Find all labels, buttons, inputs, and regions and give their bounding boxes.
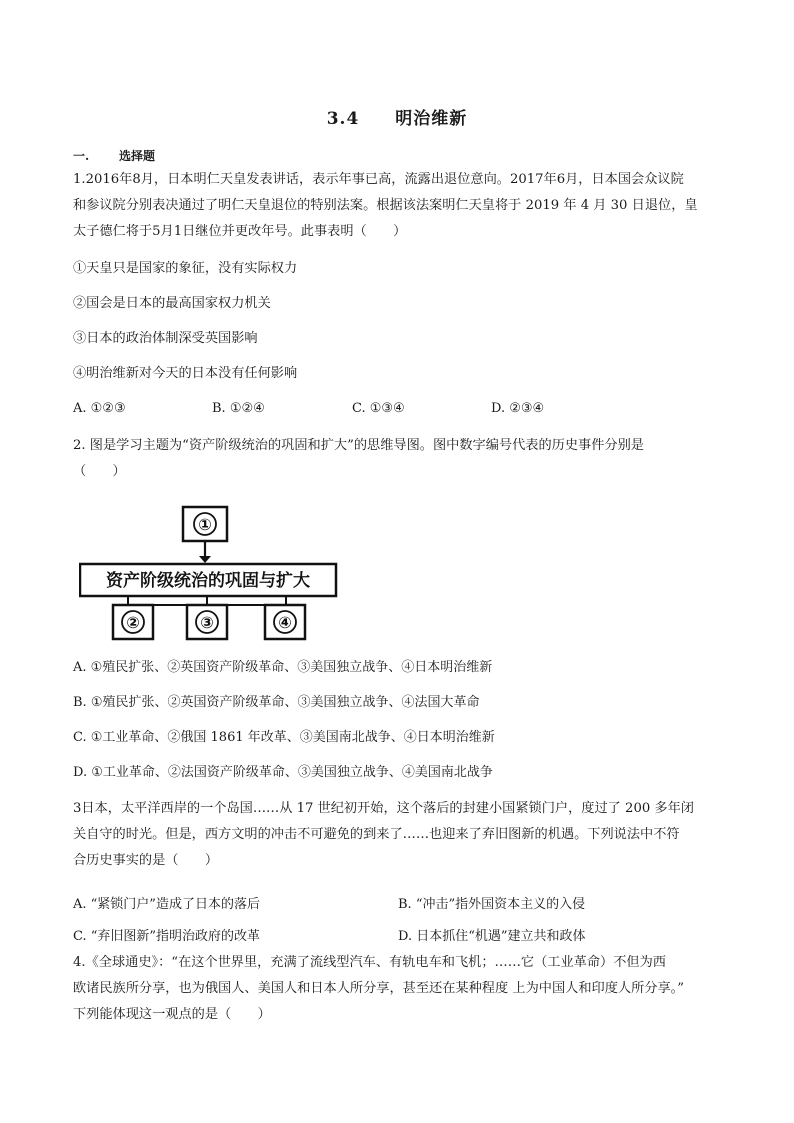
q3-option-c: C. “弃旧图新”指明治政府的改革 bbox=[73, 929, 261, 944]
section-number: 一. bbox=[73, 149, 90, 163]
q4-line: 下列能体现这一观点的是（ ） bbox=[73, 1007, 271, 1022]
q1-line: 1.2016年8月，日本明仁天皇发表讲话，表示年事已高，流露出退位意向。2017年6月，日本国会众议院 bbox=[73, 172, 684, 187]
q2-option-b: B. ①殖民扩张、②英国资产阶级革命、③美国独立战争、④法国大革命 bbox=[73, 695, 480, 710]
q1-option-b: B. ①②④ bbox=[212, 401, 265, 416]
q3-line: 关自守的时光。但是，西方文明的冲击不可避免的到来了……也迎来了弃旧图新的机遇。下列说法中不符 bbox=[73, 827, 680, 842]
mind-map-figure bbox=[79, 505, 338, 643]
bottom-box-label: ③ bbox=[200, 613, 214, 632]
q2-option-c: C. ①工业革命、②俄国 1861 年改革、③美国南北战争、④日本明治维新 bbox=[73, 730, 495, 745]
bottom-box-label: ④ bbox=[278, 613, 292, 632]
q1-statement: ③日本的政治体制深受英国影响 bbox=[73, 331, 258, 346]
q1-line: 和参议院分别表决通过了明仁天皇退位的特别法案。根据该法案明仁天皇将于 2019 年 4 月 30 日退位，皇 bbox=[73, 198, 698, 213]
q3-line: 3日本，太平洋西岸的一个岛国……从 17 世纪初开始，这个落后的封建小国紧锁门户，度过了 200 多年闭 bbox=[73, 801, 694, 816]
q2-option-a: A. ①殖民扩张、②英国资产阶级革命、③美国独立战争、④日本明治维新 bbox=[73, 660, 493, 675]
q3-option-a: A. “紧锁门户”造成了日本的落后 bbox=[73, 897, 260, 912]
q2-option-d: D. ①工业革命、②法国资产阶级革命、③美国独立战争、④美国南北战争 bbox=[73, 765, 493, 780]
q4-line: 欧诸民族所分享，也为俄国人、美国人和日本人所分享，甚至还在某种程度 上为中国人和印度人所分享。” bbox=[73, 981, 684, 996]
page-title: 3.4 明治维新 bbox=[326, 109, 468, 129]
q1-statement: ②国会是日本的最高国家权力机关 bbox=[73, 296, 271, 311]
q2-line: 2. 图是学习主题为“资产阶级统治的巩固和扩大”的思维导图。图中数字编号代表的历史事件分别是 bbox=[73, 438, 644, 453]
top-box-label: ① bbox=[198, 515, 212, 534]
q3-option-b: B. “冲击”指外国资本主义的入侵 bbox=[398, 897, 586, 912]
q1-option-c: C. ①③④ bbox=[352, 401, 405, 416]
q3-line: 合历史事实的是（ ） bbox=[73, 853, 219, 868]
main-box-label: 资产阶级统治的巩固与扩大 bbox=[106, 571, 310, 591]
q3-option-d: D. 日本抓住“机遇”建立共和政体 bbox=[398, 929, 586, 944]
bottom-box-label: ② bbox=[126, 613, 140, 632]
q1-option-a: A. ①②③ bbox=[73, 401, 126, 416]
q2-line: （ ） bbox=[73, 464, 126, 479]
q1-option-d: D. ②③④ bbox=[491, 401, 545, 416]
q1-statement: ④明治维新对今天的日本没有任何影响 bbox=[73, 366, 298, 381]
q4-line: 4.《全球通史》：“在这个世界里，充满了流线型汽车、有轨电车和飞机；……它（工业革命）不但为西 bbox=[73, 955, 666, 970]
q1-line: 太子德仁将于5月1日继位并更改年号。此事表明（ ） bbox=[73, 224, 407, 239]
q1-statement: ①天皇只是国家的象征，没有实际权力 bbox=[73, 261, 298, 276]
section-label: 选择题 bbox=[119, 149, 156, 163]
